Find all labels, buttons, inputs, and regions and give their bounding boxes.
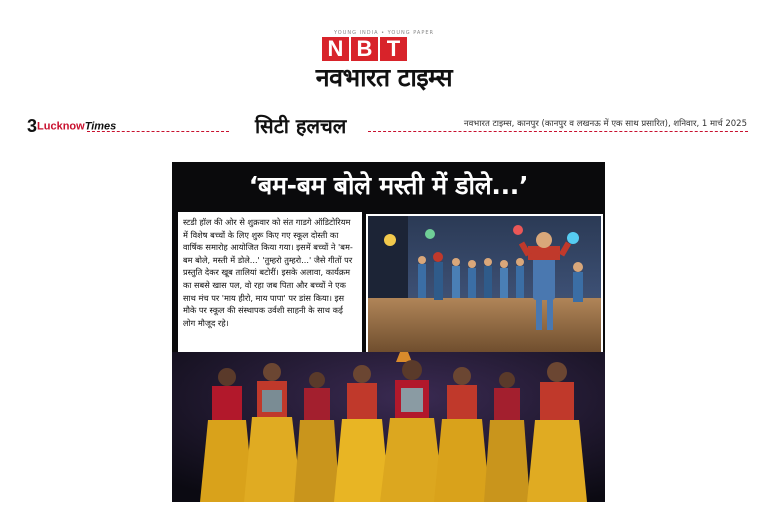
lucknow-times-logo bbox=[27, 116, 116, 137]
section-strip bbox=[27, 114, 747, 136]
logo-letter-b: B bbox=[351, 37, 378, 61]
paper-name: नवभारत टाइम्स bbox=[315, 63, 453, 92]
article-body: स्टडी हॉल की ओर से शुक्रवार को संत गाडगे ऑडिटोरियम में विशेष बच्चों के लिए शुरू किए गए स्कूल दोस्ती का वार्षिक समारोह आयोजित किया गया। इसमें बच्चों ने 'बम-बम बोले, मस्ती में डोले...' 'तुम्हरो तुम्हरो...' जैसे गीतों पर प्रस्तुति देकर खूब तालियां बटोरीं। इसके अलावा, कार्यक्रम का सबसे खास पल, वो रहा जब पिता और बच्चों ने एक साथ मंच पर 'माय हीरो, माय पापा' पर डांस किया। इस मौके पर स्कूल की संस्थापक उर्वशी साहनी के साथ कई लोग मौजूद रहे। bbox=[178, 212, 362, 362]
news-article bbox=[172, 162, 605, 502]
edition-suffix: Times bbox=[84, 120, 117, 133]
nbt-logo bbox=[322, 37, 407, 61]
edition-name: Lucknow bbox=[37, 120, 85, 133]
article-headline: ‘बम-बम बोले मस्ती में डोले...’ bbox=[248, 171, 529, 200]
edition-number: 3 bbox=[27, 116, 38, 136]
dateline: नवभारत टाइम्स, कानपुर (कानपुर व लखनऊ में एक साथ प्रसारित), शनिवार, 1 मार्च 2025 bbox=[463, 119, 747, 129]
logo-letter-t: T bbox=[380, 37, 407, 61]
masthead bbox=[0, 0, 768, 110]
logo-letter-n: N bbox=[322, 37, 349, 61]
stage-photo-dancers bbox=[172, 352, 605, 502]
section-title: सिटी हलचल bbox=[255, 114, 347, 138]
masthead-tagline: YOUNG INDIA • YOUNG PAPER bbox=[333, 30, 434, 36]
stage-photo-children bbox=[366, 214, 603, 358]
